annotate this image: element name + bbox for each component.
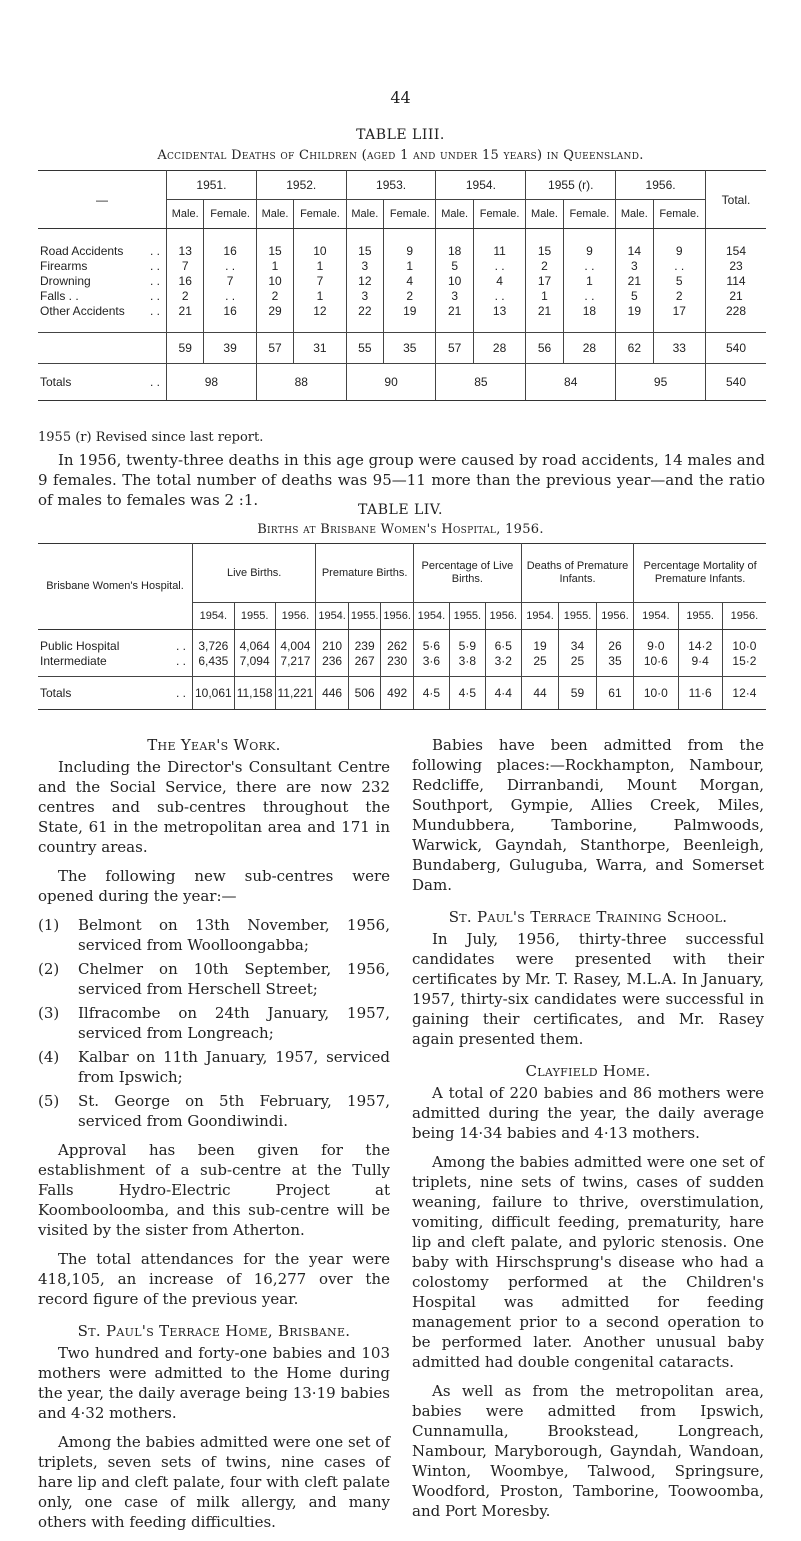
row-label-dots: . . (149, 303, 160, 318)
year-header: 1956. (485, 603, 521, 630)
sex-header-female: Female. (384, 200, 436, 229)
row-label-text: Intermediate (40, 653, 107, 668)
totals-label (38, 364, 167, 401)
table-cell: 19 (384, 303, 436, 318)
subtotal-cell: 55 (346, 333, 383, 364)
table-cell: 236 (316, 653, 349, 668)
table-53-caption: TABLE LIII. (356, 127, 445, 143)
table-cell: 5 (436, 258, 473, 273)
totals-row (38, 364, 766, 401)
table-row (38, 258, 766, 273)
heading-clayfield-home: Clayfield Home. (525, 1062, 651, 1080)
list-item-number: (3) (38, 1004, 60, 1022)
totals-cell: 11·6 (678, 677, 722, 710)
table-cell: 7,217 (275, 653, 316, 668)
totals-cell: 4·5 (449, 677, 485, 710)
totals-cell: 90 (346, 364, 436, 401)
list-item (38, 915, 390, 955)
table-cell: 35 (596, 653, 633, 668)
subtotal-row (38, 333, 766, 364)
year-header: 1955 (r). (526, 171, 616, 200)
sex-header-male: Male. (526, 200, 563, 229)
totals-cell: 10,061 (193, 677, 235, 710)
row-label-dots: . . (175, 638, 186, 653)
subtotal-cell: 62 (616, 333, 653, 364)
table-cell: 13 (473, 303, 525, 318)
row-label (38, 638, 193, 653)
table-cell: 23 (706, 258, 767, 273)
table-cell: 1 (526, 288, 563, 303)
table-cell: . . (563, 258, 615, 273)
group-header: Live Births. (193, 544, 316, 603)
table-cell: . . (204, 288, 256, 303)
sex-header-male: Male. (167, 200, 204, 229)
table-cell: 19 (616, 303, 653, 318)
table-cell: . . (204, 258, 256, 273)
table-cell: 262 (381, 638, 414, 653)
paragraph: Babies have been admitted from the following places:—Rockhampton, Nambour, Redcliffe, Dirranbandi, Mount Morgan, Southport, Gympie, Allies Creek, Miles, Mundubbera, Tamborine, Palmwoods, Warwick, Gayndah, Stanthorpe, Beenleigh, Bundaberg, Guluguba, Warra, and Somerset Dam. (412, 736, 764, 894)
row-label-text: Firearms (40, 258, 88, 273)
heading-years-work: The Year's Work. (147, 736, 281, 754)
year-header: 1956. (381, 603, 414, 630)
table-cell: 4 (384, 273, 436, 288)
table-row (38, 273, 766, 288)
row-label-text: Drowning (40, 273, 91, 288)
heading-training-school: St. Paul's Terrace Training School. (448, 908, 728, 926)
table-cell: 1 (294, 258, 346, 273)
table-cell: 3·6 (413, 653, 449, 668)
table-cell: 9 (653, 243, 705, 258)
year-header: 1952. (256, 171, 346, 200)
paragraph: Two hundred and forty-one babies and 103 mothers were admitted to the Home during the year, the daily average being 13·19 babies and 4·32 mothers. (38, 1344, 390, 1422)
row-label (38, 243, 167, 258)
subtotal-cell: 28 (563, 333, 615, 364)
totals-label-dots: . . (149, 375, 160, 389)
table-cell: 15·2 (722, 653, 766, 668)
table-cell: 3·8 (449, 653, 485, 668)
year-header: 1951. (167, 171, 257, 200)
table-cell: . . (473, 288, 525, 303)
list-item-number: (1) (38, 916, 60, 934)
table-cell: 2 (384, 288, 436, 303)
row-label-text: Road Accidents (40, 243, 124, 258)
table-cell: 5 (616, 288, 653, 303)
year-header: 1956. (722, 603, 766, 630)
totals-cell: 540 (706, 364, 767, 401)
table-cell: 4 (473, 273, 525, 288)
table-cell: 3 (346, 288, 383, 303)
table-cell: 1 (384, 258, 436, 273)
table-row (38, 303, 766, 318)
table-cell: 2 (256, 288, 293, 303)
group-header: Premature Births. (316, 544, 414, 603)
year-header: 1955. (348, 603, 381, 630)
table-cell: 17 (526, 273, 563, 288)
table-54-births (38, 543, 766, 710)
table-cell: 16 (167, 273, 204, 288)
table-cell: 11 (473, 243, 525, 258)
row-label-text: Other Accidents (40, 303, 125, 318)
table-cell: 9·4 (678, 653, 722, 668)
list-item-number: (2) (38, 960, 60, 978)
list-item-text: Kalbar on 11th January, 1957, serviced from Ipswich; (78, 1048, 390, 1086)
sex-header-male: Male. (256, 200, 293, 229)
year-header: 1953. (346, 171, 436, 200)
year-header: 1955. (449, 603, 485, 630)
table-cell: 13 (167, 243, 204, 258)
table-cell: 3,726 (193, 638, 235, 653)
table-cell: 34 (559, 638, 596, 653)
year-header: 1954. (413, 603, 449, 630)
table-cell: 2 (653, 288, 705, 303)
heading-st-pauls-home: St. Paul's Terrace Home, Brisbane. (77, 1322, 351, 1340)
list-item-text: St. George on 5th February, 1957, serviced from Goondiwindi. (78, 1092, 390, 1130)
group-header: Deaths of Premature Infants. (521, 544, 633, 603)
subtotal-cell: 28 (473, 333, 525, 364)
sex-header-male: Male. (346, 200, 383, 229)
table-54-corner: Brisbane Women's Hospital. (38, 544, 193, 630)
table-cell: 1 (294, 288, 346, 303)
row-label-text: Falls . . (40, 288, 79, 303)
subtotal-cell: 56 (526, 333, 563, 364)
table-cell: 4,064 (234, 638, 275, 653)
totals-label-text: Totals (40, 686, 72, 700)
year-header: 1955. (234, 603, 275, 630)
row-label (38, 273, 167, 288)
table-cell: 10 (256, 273, 293, 288)
row-label (38, 288, 167, 303)
totals-cell: 11,158 (234, 677, 275, 710)
table-cell: 19 (521, 638, 558, 653)
totals-cell: 11,221 (275, 677, 316, 710)
totals-label-dots: . . (175, 686, 186, 700)
subtotal-label (38, 333, 167, 364)
row-label-dots: . . (149, 273, 160, 288)
table-cell: . . (563, 288, 615, 303)
table-cell: 18 (563, 303, 615, 318)
table-54-subtitle: Births at Brisbane Women's Hospital, 1956. (257, 522, 544, 537)
row-label (38, 653, 193, 668)
table-cell: 25 (559, 653, 596, 668)
table-cell: 3 (616, 258, 653, 273)
table-cell: 16 (204, 243, 256, 258)
subcentre-list (38, 915, 390, 1131)
totals-cell: 506 (348, 677, 381, 710)
year-header: 1954. (193, 603, 235, 630)
list-item (38, 1091, 390, 1131)
table-cell: 18 (436, 243, 473, 258)
table-cell: 2 (526, 258, 563, 273)
totals-cell: 85 (436, 364, 526, 401)
table-cell: 9 (563, 243, 615, 258)
table-cell: . . (653, 258, 705, 273)
subtotal-cell: 31 (294, 333, 346, 364)
table-cell: 3·2 (485, 653, 521, 668)
year-header: 1954. (634, 603, 678, 630)
row-label (38, 258, 167, 273)
totals-cell: 59 (559, 677, 596, 710)
table-cell: 228 (706, 303, 767, 318)
list-item-text: Belmont on 13th November, 1956, serviced from Woolloongabba; (78, 916, 390, 954)
totals-cell: 84 (526, 364, 616, 401)
paragraph: Including the Director's Consultant Centre and the Social Service, there are now 232 centres and sub-centres throughout the State, 61 in the metropolitan area and 171 in country areas. (38, 758, 390, 856)
table-cell: 7,094 (234, 653, 275, 668)
revision-note: 1955 (r) Revised since last report. (38, 430, 264, 445)
paragraph: Among the babies admitted were one set of triplets, seven sets of twins, nine cases of hare lip and cleft palate, four with cleft palate only, one case of milk allergy, and many others with feeding difficulties. (38, 1433, 390, 1531)
year-header: 1954. (521, 603, 558, 630)
paragraph: Approval has been given for the establishment of a sub-centre at the Tully Falls Hydro-Electric Project at Koombooloomba, and this sub-centre will be visited by the sister from Atherton. (38, 1141, 390, 1239)
sex-header-female: Female. (473, 200, 525, 229)
sex-header-male: Male. (436, 200, 473, 229)
row-label-text: Public Hospital (40, 638, 120, 653)
table-cell: 10 (294, 243, 346, 258)
totals-cell: 4·4 (485, 677, 521, 710)
total-header: Total. (706, 171, 767, 229)
group-header: Percentage Mortality of Premature Infants. (634, 544, 766, 603)
year-header: 1956. (275, 603, 316, 630)
table-cell: 10 (436, 273, 473, 288)
subtotal-cell: 35 (384, 333, 436, 364)
year-header: 1955. (678, 603, 722, 630)
table-cell: 10·0 (722, 638, 766, 653)
table-cell: . . (473, 258, 525, 273)
table-cell: 10·6 (634, 653, 678, 668)
row-label (38, 303, 167, 318)
table-cell: 210 (316, 638, 349, 653)
table-cell: 239 (348, 638, 381, 653)
totals-cell: 44 (521, 677, 558, 710)
year-header: 1956. (616, 171, 706, 200)
totals-cell: 61 (596, 677, 633, 710)
table-cell: 4,004 (275, 638, 316, 653)
group-header: Percentage of Live Births. (413, 544, 521, 603)
table-cell: 6,435 (193, 653, 235, 668)
subtotal-cell: 33 (653, 333, 705, 364)
table-cell: 15 (346, 243, 383, 258)
list-item-number: (5) (38, 1092, 60, 1110)
sex-header-male: Male. (616, 200, 653, 229)
table-cell: 29 (256, 303, 293, 318)
table-cell: 21 (167, 303, 204, 318)
list-item-text: Ilfracombe on 24th January, 1957, serviced from Longreach; (78, 1004, 390, 1042)
totals-cell: 12·4 (722, 677, 766, 710)
table-cell: 5·6 (413, 638, 449, 653)
subtotal-cell: 57 (436, 333, 473, 364)
table-cell: 9 (384, 243, 436, 258)
table-cell: 9·0 (634, 638, 678, 653)
totals-cell: 10·0 (634, 677, 678, 710)
table-cell: 2 (167, 288, 204, 303)
intro-paragraph: In 1956, twenty-three deaths in this age group were caused by road accidents, 14 males and 9 females. The total number of deaths was 95—11 more than the previous year—and the ratio of males to females was 2 :1. (38, 451, 765, 509)
table-cell: 21 (526, 303, 563, 318)
sex-header-female: Female. (563, 200, 615, 229)
subtotal-cell: 57 (256, 333, 293, 364)
table-cell: 3 (346, 258, 383, 273)
table-cell: 1 (563, 273, 615, 288)
table-cell: 230 (381, 653, 414, 668)
paragraph: In July, 1956, thirty-three successful candidates were presented with their certificates by Mr. T. Rasey, M.L.A. In January, 1957, thirty-six candidates were successful in gaining their certificates, and Mr. Rasey again presented them. (412, 930, 764, 1048)
totals-cell: 98 (167, 364, 257, 401)
table-row (38, 288, 766, 303)
totals-cell: 4·5 (413, 677, 449, 710)
list-item (38, 959, 390, 999)
table-cell: 16 (204, 303, 256, 318)
table-cell: 21 (706, 288, 767, 303)
table-cell: 21 (616, 273, 653, 288)
sex-header-female: Female. (204, 200, 256, 229)
table-cell: 7 (167, 258, 204, 273)
paragraph: The total attendances for the year were 418,105, an increase of 16,277 over the record figure of the previous year. (38, 1250, 390, 1308)
subtotal-cell: 39 (204, 333, 256, 364)
table-cell: 12 (294, 303, 346, 318)
paragraph: A total of 220 babies and 86 mothers were admitted during the year, the daily average being 14·34 babies and 4·13 mothers. (412, 1084, 764, 1142)
year-header: 1954. (316, 603, 349, 630)
right-column (412, 735, 764, 1530)
list-item (38, 1003, 390, 1043)
table-cell: 12 (346, 273, 383, 288)
paragraph: The following new sub-centres were opened during the year:— (38, 867, 390, 905)
table-54-caption: TABLE LIV. (358, 502, 443, 518)
table-cell: 15 (256, 243, 293, 258)
table-cell: 15 (526, 243, 563, 258)
list-item-text: Chelmer on 10th September, 1956, serviced from Herschell Street; (78, 960, 390, 998)
row-label-dots: . . (149, 243, 160, 258)
table-cell: 114 (706, 273, 767, 288)
table-row (38, 243, 766, 258)
table-cell: 22 (346, 303, 383, 318)
table-cell: 5 (653, 273, 705, 288)
totals-cell: 88 (256, 364, 346, 401)
table-row (38, 653, 766, 668)
list-item-number: (4) (38, 1048, 60, 1066)
table-53-subtitle: Accidental Deaths of Children (aged 1 and under 15 years) in Queensland. (157, 148, 644, 163)
table-cell: 154 (706, 243, 767, 258)
sex-header-female: Female. (294, 200, 346, 229)
paragraph: As well as from the metropolitan area, babies were admitted from Ipswich, Cunnamulla, Brookstead, Longreach, Nambour, Maryborough, Gayndah, Wandoan, Winton, Woombye, Talwood, Springsure, Woodford, Proston, Tamborine, Toowoomba, and Port Moresby. (412, 1382, 764, 1520)
row-label-dots: . . (149, 258, 160, 273)
totals-label (38, 677, 193, 710)
row-label-dots: . . (149, 288, 160, 303)
subtotal-cell: 540 (706, 333, 767, 364)
table-cell: 17 (653, 303, 705, 318)
table-cell: 14 (616, 243, 653, 258)
subtotal-cell: 59 (167, 333, 204, 364)
table-cell: 5·9 (449, 638, 485, 653)
table-cell: 7 (294, 273, 346, 288)
left-column (38, 735, 390, 1541)
year-header: 1954. (436, 171, 526, 200)
table-53-accidental-deaths (38, 170, 766, 401)
totals-row (38, 677, 766, 710)
row-label-dots: . . (175, 653, 186, 668)
totals-cell: 95 (616, 364, 706, 401)
totals-label-text: Totals (40, 375, 72, 389)
table-cell: 26 (596, 638, 633, 653)
totals-cell: 492 (381, 677, 414, 710)
table-cell: 7 (204, 273, 256, 288)
table-cell: 3 (436, 288, 473, 303)
table-53-corner: — (38, 171, 167, 229)
table-cell: 21 (436, 303, 473, 318)
year-header: 1955. (559, 603, 596, 630)
table-cell: 1 (256, 258, 293, 273)
list-item (38, 1047, 390, 1087)
table-row (38, 638, 766, 653)
table-cell: 25 (521, 653, 558, 668)
sex-header-female: Female. (653, 200, 705, 229)
table-cell: 267 (348, 653, 381, 668)
table-cell: 14·2 (678, 638, 722, 653)
paragraph: Among the babies admitted were one set of triplets, nine sets of twins, cases of sudden weaning, failure to thrive, overstimulation, vomiting, difficult feeding, prematurity, hare lip and cleft palate, and pyloric stenosis. One baby with Hirschsprung's disease who had a colostomy performed at the Children's Hospital was admitted for feeding management prior to a second operation to be performed later. Another unusual baby admitted had double congenital cataracts. (412, 1153, 764, 1371)
year-header: 1956. (596, 603, 633, 630)
page-number: 44 (390, 88, 411, 107)
totals-cell: 446 (316, 677, 349, 710)
table-cell: 6·5 (485, 638, 521, 653)
